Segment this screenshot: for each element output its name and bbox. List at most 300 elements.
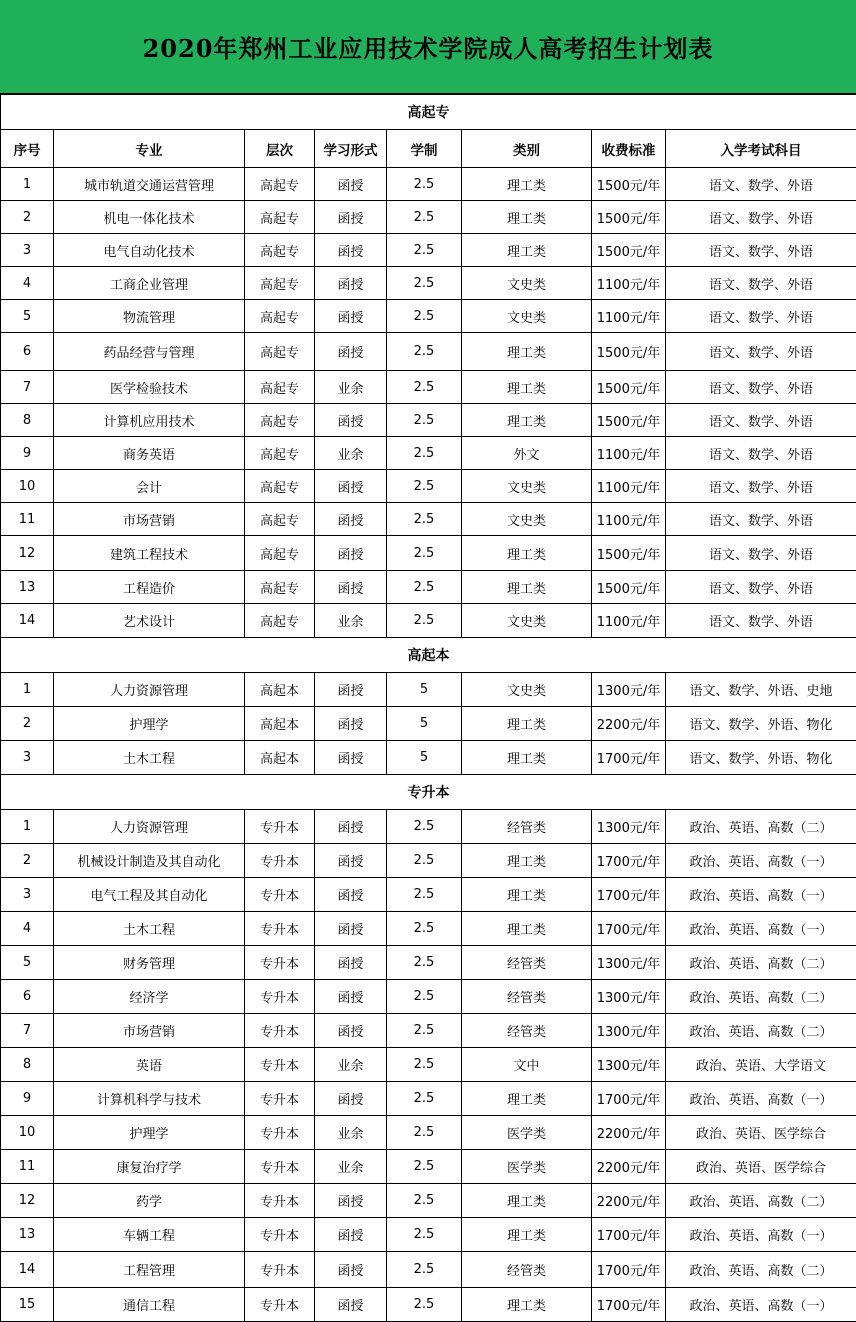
cell-duration: 2.5: [387, 980, 462, 1014]
cell-duration: 5: [387, 673, 462, 707]
page-title: 2020年郑州工业应用技术学院成人高考招生计划表: [142, 34, 714, 63]
cell-level: 专升本: [245, 1116, 315, 1150]
cell-study-mode: 函授: [315, 1288, 387, 1322]
cell-study-mode: 函授: [315, 470, 387, 503]
cell-duration: 2.5: [387, 503, 462, 536]
table-row: [1, 673, 856, 707]
table-row: [1, 333, 856, 371]
cell-level: 高起专: [245, 503, 315, 536]
cell-level: 专升本: [245, 1288, 315, 1322]
enrollment-plan-table: [0, 94, 856, 1322]
cell-level: 专升本: [245, 980, 315, 1014]
table-row: [1, 503, 856, 536]
cell-fee: 2200元/年: [592, 1184, 666, 1218]
cell-fee: 1300元/年: [592, 946, 666, 980]
cell-category: 理工类: [462, 333, 592, 371]
table-row: [1, 371, 856, 404]
table-row: [1, 1184, 856, 1218]
cell-serial: 10: [1, 1116, 54, 1150]
cell-serial: 13: [1, 571, 54, 604]
cell-exam-subjects: 语文、数学、外语: [666, 267, 856, 300]
table-row: [1, 707, 856, 741]
cell-serial: 1: [1, 673, 54, 707]
cell-serial: 8: [1, 1048, 54, 1082]
cell-serial: 11: [1, 1150, 54, 1184]
cell-duration: 2.5: [387, 404, 462, 437]
column-header-study-mode: 学习形式: [315, 130, 387, 168]
cell-major: 土木工程: [54, 741, 245, 775]
cell-serial: 3: [1, 234, 54, 267]
cell-major: 护理学: [54, 707, 245, 741]
cell-serial: 11: [1, 503, 54, 536]
cell-study-mode: 业余: [315, 604, 387, 638]
table-row: [1, 300, 856, 333]
cell-serial: 3: [1, 741, 54, 775]
cell-major: 城市轨道交通运营管理: [54, 168, 245, 201]
cell-category: 理工类: [462, 404, 592, 437]
cell-category: 文史类: [462, 470, 592, 503]
cell-fee: 1300元/年: [592, 810, 666, 844]
cell-level: 专升本: [245, 1150, 315, 1184]
cell-category: 经管类: [462, 1014, 592, 1048]
cell-study-mode: 业余: [315, 1150, 387, 1184]
cell-serial: 2: [1, 201, 54, 234]
cell-study-mode: 函授: [315, 980, 387, 1014]
cell-fee: 1100元/年: [592, 267, 666, 300]
cell-fee: 1700元/年: [592, 1218, 666, 1252]
cell-category: 医学类: [462, 1150, 592, 1184]
cell-major: 机械设计制造及其自动化: [54, 844, 245, 878]
cell-fee: 1300元/年: [592, 980, 666, 1014]
cell-serial: 9: [1, 437, 54, 470]
table-row: [1, 604, 856, 638]
cell-major: 商务英语: [54, 437, 245, 470]
cell-study-mode: 函授: [315, 1252, 387, 1288]
cell-exam-subjects: 语文、数学、外语: [666, 371, 856, 404]
cell-fee: 1700元/年: [592, 1082, 666, 1116]
section-header-row: [1, 638, 856, 673]
cell-exam-subjects: 政治、英语、高数（一）: [666, 1288, 856, 1322]
cell-serial: 13: [1, 1218, 54, 1252]
column-header-fee: 收费标准: [592, 130, 666, 168]
table-row: [1, 267, 856, 300]
cell-study-mode: 函授: [315, 1082, 387, 1116]
cell-serial: 7: [1, 371, 54, 404]
table-row: [1, 741, 856, 775]
cell-duration: 2.5: [387, 300, 462, 333]
cell-study-mode: 业余: [315, 1116, 387, 1150]
column-header-duration: 学制: [387, 130, 462, 168]
cell-category: 理工类: [462, 912, 592, 946]
cell-exam-subjects: 政治、英语、高数（一）: [666, 1082, 856, 1116]
cell-category: 文史类: [462, 673, 592, 707]
cell-duration: 2.5: [387, 333, 462, 371]
table-row: [1, 1014, 856, 1048]
cell-fee: 1100元/年: [592, 470, 666, 503]
cell-fee: 1500元/年: [592, 371, 666, 404]
cell-study-mode: 函授: [315, 503, 387, 536]
section-header-row: [1, 95, 856, 130]
cell-fee: 1100元/年: [592, 437, 666, 470]
cell-fee: 2200元/年: [592, 707, 666, 741]
cell-major: 市场营销: [54, 503, 245, 536]
table-row: [1, 980, 856, 1014]
cell-duration: 2.5: [387, 1252, 462, 1288]
column-header-row: [1, 130, 856, 168]
cell-duration: 2.5: [387, 371, 462, 404]
cell-major: 经济学: [54, 980, 245, 1014]
cell-exam-subjects: 政治、英语、高数（二）: [666, 810, 856, 844]
table-row: [1, 946, 856, 980]
column-header-exam-subjects: 入学考试科目: [666, 130, 856, 168]
cell-category: 理工类: [462, 1082, 592, 1116]
cell-duration: 2.5: [387, 946, 462, 980]
cell-study-mode: 函授: [315, 201, 387, 234]
cell-category: 文中: [462, 1048, 592, 1082]
cell-study-mode: 函授: [315, 234, 387, 267]
table-row: [1, 234, 856, 267]
cell-major: 医学检验技术: [54, 371, 245, 404]
cell-fee: 1700元/年: [592, 1288, 666, 1322]
cell-duration: 2.5: [387, 536, 462, 571]
cell-major: 工程造价: [54, 571, 245, 604]
cell-fee: 1300元/年: [592, 673, 666, 707]
cell-duration: 2.5: [387, 234, 462, 267]
cell-serial: 12: [1, 1184, 54, 1218]
cell-study-mode: 函授: [315, 946, 387, 980]
table-row: [1, 810, 856, 844]
cell-fee: 1500元/年: [592, 536, 666, 571]
table-row: [1, 1082, 856, 1116]
cell-major: 会计: [54, 470, 245, 503]
cell-serial: 1: [1, 810, 54, 844]
cell-exam-subjects: 政治、英语、高数（一）: [666, 844, 856, 878]
cell-major: 工商企业管理: [54, 267, 245, 300]
section-header-row: [1, 775, 856, 810]
cell-exam-subjects: 政治、英语、大学语文: [666, 1048, 856, 1082]
cell-duration: 5: [387, 741, 462, 775]
cell-category: 经管类: [462, 1252, 592, 1288]
cell-duration: 2.5: [387, 1082, 462, 1116]
cell-duration: 5: [387, 707, 462, 741]
cell-exam-subjects: 政治、英语、高数（二）: [666, 1252, 856, 1288]
cell-major: 人力资源管理: [54, 673, 245, 707]
cell-exam-subjects: 政治、英语、高数（一）: [666, 1218, 856, 1252]
cell-duration: 2.5: [387, 168, 462, 201]
cell-level: 高起专: [245, 437, 315, 470]
cell-study-mode: 函授: [315, 536, 387, 571]
cell-level: 高起专: [245, 470, 315, 503]
cell-exam-subjects: 语文、数学、外语: [666, 536, 856, 571]
cell-category: 理工类: [462, 234, 592, 267]
cell-major: 电气工程及其自动化: [54, 878, 245, 912]
cell-fee: 1700元/年: [592, 1252, 666, 1288]
cell-duration: 2.5: [387, 844, 462, 878]
cell-exam-subjects: 语文、数学、外语: [666, 503, 856, 536]
table-row: [1, 1150, 856, 1184]
cell-serial: 6: [1, 333, 54, 371]
table-row: [1, 844, 856, 878]
cell-duration: 2.5: [387, 470, 462, 503]
cell-study-mode: 函授: [315, 168, 387, 201]
cell-study-mode: 函授: [315, 333, 387, 371]
table-row: [1, 1288, 856, 1322]
section-title: 高起本: [1, 638, 856, 673]
cell-study-mode: 业余: [315, 1048, 387, 1082]
cell-exam-subjects: 语文、数学、外语: [666, 571, 856, 604]
cell-level: 高起专: [245, 168, 315, 201]
cell-major: 人力资源管理: [54, 810, 245, 844]
cell-exam-subjects: 政治、英语、高数（二）: [666, 946, 856, 980]
cell-study-mode: 函授: [315, 878, 387, 912]
cell-level: 高起本: [245, 741, 315, 775]
cell-category: 理工类: [462, 168, 592, 201]
cell-level: 专升本: [245, 1252, 315, 1288]
cell-fee: 1500元/年: [592, 404, 666, 437]
cell-level: 专升本: [245, 1048, 315, 1082]
cell-level: 高起专: [245, 371, 315, 404]
cell-study-mode: 函授: [315, 1184, 387, 1218]
cell-major: 护理学: [54, 1116, 245, 1150]
cell-major: 英语: [54, 1048, 245, 1082]
cell-level: 高起本: [245, 673, 315, 707]
cell-level: 高起专: [245, 300, 315, 333]
cell-level: 高起专: [245, 571, 315, 604]
cell-serial: 4: [1, 267, 54, 300]
table-row: [1, 912, 856, 946]
cell-duration: 2.5: [387, 1150, 462, 1184]
cell-serial: 7: [1, 1014, 54, 1048]
cell-category: 文史类: [462, 604, 592, 638]
cell-serial: 14: [1, 1252, 54, 1288]
cell-study-mode: 函授: [315, 844, 387, 878]
cell-study-mode: 函授: [315, 1014, 387, 1048]
cell-exam-subjects: 语文、数学、外语: [666, 300, 856, 333]
cell-category: 文史类: [462, 267, 592, 300]
cell-fee: 1300元/年: [592, 1048, 666, 1082]
cell-major: 康复治疗学: [54, 1150, 245, 1184]
cell-category: 经管类: [462, 946, 592, 980]
cell-exam-subjects: 语文、数学、外语: [666, 333, 856, 371]
cell-category: 理工类: [462, 878, 592, 912]
cell-study-mode: 函授: [315, 404, 387, 437]
cell-fee: 1300元/年: [592, 1014, 666, 1048]
cell-level: 高起专: [245, 201, 315, 234]
cell-exam-subjects: 政治、英语、高数（二）: [666, 1014, 856, 1048]
cell-category: 理工类: [462, 536, 592, 571]
cell-level: 高起专: [245, 267, 315, 300]
cell-study-mode: 函授: [315, 300, 387, 333]
table-row: [1, 168, 856, 201]
table-body: [1, 95, 856, 1322]
cell-major: 通信工程: [54, 1288, 245, 1322]
cell-level: 高起专: [245, 404, 315, 437]
cell-serial: 5: [1, 300, 54, 333]
column-header-category: 类别: [462, 130, 592, 168]
cell-serial: 10: [1, 470, 54, 503]
column-header-level: 层次: [245, 130, 315, 168]
cell-level: 专升本: [245, 912, 315, 946]
table-row: [1, 1252, 856, 1288]
cell-major: 建筑工程技术: [54, 536, 245, 571]
cell-serial: 5: [1, 946, 54, 980]
cell-fee: 1100元/年: [592, 604, 666, 638]
cell-fee: 1700元/年: [592, 912, 666, 946]
cell-exam-subjects: 语文、数学、外语: [666, 234, 856, 267]
title-bar: [0, 0, 856, 94]
column-header-serial: 序号: [1, 130, 54, 168]
cell-study-mode: 函授: [315, 571, 387, 604]
cell-duration: 2.5: [387, 1218, 462, 1252]
table-row: [1, 1116, 856, 1150]
cell-level: 高起专: [245, 333, 315, 371]
cell-study-mode: 函授: [315, 912, 387, 946]
cell-level: 高起专: [245, 536, 315, 571]
cell-major: 艺术设计: [54, 604, 245, 638]
cell-major: 计算机应用技术: [54, 404, 245, 437]
cell-major: 电气自动化技术: [54, 234, 245, 267]
cell-category: 理工类: [462, 844, 592, 878]
cell-level: 专升本: [245, 878, 315, 912]
cell-fee: 1700元/年: [592, 844, 666, 878]
cell-exam-subjects: 政治、英语、高数（二）: [666, 980, 856, 1014]
section-title: 高起专: [1, 95, 856, 130]
cell-category: 外文: [462, 437, 592, 470]
table-row: [1, 1218, 856, 1252]
cell-study-mode: 函授: [315, 707, 387, 741]
cell-serial: 1: [1, 168, 54, 201]
cell-category: 理工类: [462, 707, 592, 741]
cell-exam-subjects: 政治、英语、高数（二）: [666, 1184, 856, 1218]
cell-category: 理工类: [462, 201, 592, 234]
cell-serial: 15: [1, 1288, 54, 1322]
cell-duration: 2.5: [387, 267, 462, 300]
cell-exam-subjects: 语文、数学、外语: [666, 168, 856, 201]
cell-exam-subjects: 政治、英语、医学综合: [666, 1150, 856, 1184]
cell-major: 土木工程: [54, 912, 245, 946]
cell-level: 专升本: [245, 810, 315, 844]
cell-level: 高起专: [245, 234, 315, 267]
cell-duration: 2.5: [387, 912, 462, 946]
cell-major: 药学: [54, 1184, 245, 1218]
cell-major: 物流管理: [54, 300, 245, 333]
cell-fee: 1700元/年: [592, 741, 666, 775]
cell-duration: 2.5: [387, 201, 462, 234]
cell-duration: 2.5: [387, 1288, 462, 1322]
table-row: [1, 201, 856, 234]
cell-exam-subjects: 政治、英语、高数（一）: [666, 912, 856, 946]
cell-category: 经管类: [462, 980, 592, 1014]
table-row: [1, 571, 856, 604]
cell-duration: 2.5: [387, 878, 462, 912]
cell-fee: 1100元/年: [592, 300, 666, 333]
cell-study-mode: 函授: [315, 1218, 387, 1252]
table-row: [1, 536, 856, 571]
cell-duration: 2.5: [387, 1184, 462, 1218]
cell-category: 理工类: [462, 741, 592, 775]
cell-exam-subjects: 语文、数学、外语: [666, 201, 856, 234]
table-row: [1, 470, 856, 503]
cell-study-mode: 函授: [315, 267, 387, 300]
cell-duration: 2.5: [387, 1014, 462, 1048]
cell-fee: 1500元/年: [592, 333, 666, 371]
cell-category: 理工类: [462, 1218, 592, 1252]
cell-duration: 2.5: [387, 1116, 462, 1150]
cell-major: 市场营销: [54, 1014, 245, 1048]
table-row: [1, 1048, 856, 1082]
cell-duration: 2.5: [387, 604, 462, 638]
cell-serial: 4: [1, 912, 54, 946]
table-row: [1, 878, 856, 912]
cell-duration: 2.5: [387, 571, 462, 604]
cell-fee: 2200元/年: [592, 1116, 666, 1150]
cell-serial: 3: [1, 878, 54, 912]
cell-level: 专升本: [245, 1082, 315, 1116]
cell-fee: 1500元/年: [592, 168, 666, 201]
cell-exam-subjects: 语文、数学、外语、物化: [666, 707, 856, 741]
cell-exam-subjects: 语文、数学、外语: [666, 437, 856, 470]
cell-serial: 14: [1, 604, 54, 638]
cell-category: 经管类: [462, 810, 592, 844]
cell-fee: 1100元/年: [592, 503, 666, 536]
cell-category: 文史类: [462, 300, 592, 333]
cell-level: 专升本: [245, 1184, 315, 1218]
cell-serial: 6: [1, 980, 54, 1014]
cell-study-mode: 函授: [315, 810, 387, 844]
cell-serial: 8: [1, 404, 54, 437]
cell-major: 计算机科学与技术: [54, 1082, 245, 1116]
cell-serial: 2: [1, 707, 54, 741]
cell-major: 财务管理: [54, 946, 245, 980]
cell-exam-subjects: 政治、英语、高数（一）: [666, 878, 856, 912]
cell-category: 文史类: [462, 503, 592, 536]
cell-exam-subjects: 语文、数学、外语、物化: [666, 741, 856, 775]
cell-category: 理工类: [462, 1288, 592, 1322]
cell-level: 专升本: [245, 1218, 315, 1252]
cell-major: 药品经营与管理: [54, 333, 245, 371]
cell-major: 机电一体化技术: [54, 201, 245, 234]
cell-fee: 1500元/年: [592, 571, 666, 604]
cell-exam-subjects: 语文、数学、外语: [666, 404, 856, 437]
cell-level: 高起专: [245, 604, 315, 638]
cell-fee: 1500元/年: [592, 234, 666, 267]
column-header-major: 专业: [54, 130, 245, 168]
cell-category: 理工类: [462, 371, 592, 404]
cell-category: 理工类: [462, 571, 592, 604]
cell-serial: 2: [1, 844, 54, 878]
cell-major: 工程管理: [54, 1252, 245, 1288]
cell-duration: 2.5: [387, 437, 462, 470]
cell-fee: 2200元/年: [592, 1150, 666, 1184]
cell-level: 专升本: [245, 946, 315, 980]
cell-exam-subjects: 语文、数学、外语: [666, 604, 856, 638]
cell-level: 高起本: [245, 707, 315, 741]
cell-exam-subjects: 语文、数学、外语、史地: [666, 673, 856, 707]
cell-fee: 1700元/年: [592, 878, 666, 912]
cell-serial: 12: [1, 536, 54, 571]
cell-duration: 2.5: [387, 1048, 462, 1082]
table-row: [1, 437, 856, 470]
cell-study-mode: 函授: [315, 741, 387, 775]
cell-study-mode: 业余: [315, 437, 387, 470]
cell-level: 专升本: [245, 844, 315, 878]
cell-fee: 1500元/年: [592, 201, 666, 234]
cell-exam-subjects: 语文、数学、外语: [666, 470, 856, 503]
cell-category: 医学类: [462, 1116, 592, 1150]
table-row: [1, 404, 856, 437]
cell-exam-subjects: 政治、英语、医学综合: [666, 1116, 856, 1150]
section-title: 专升本: [1, 775, 856, 810]
